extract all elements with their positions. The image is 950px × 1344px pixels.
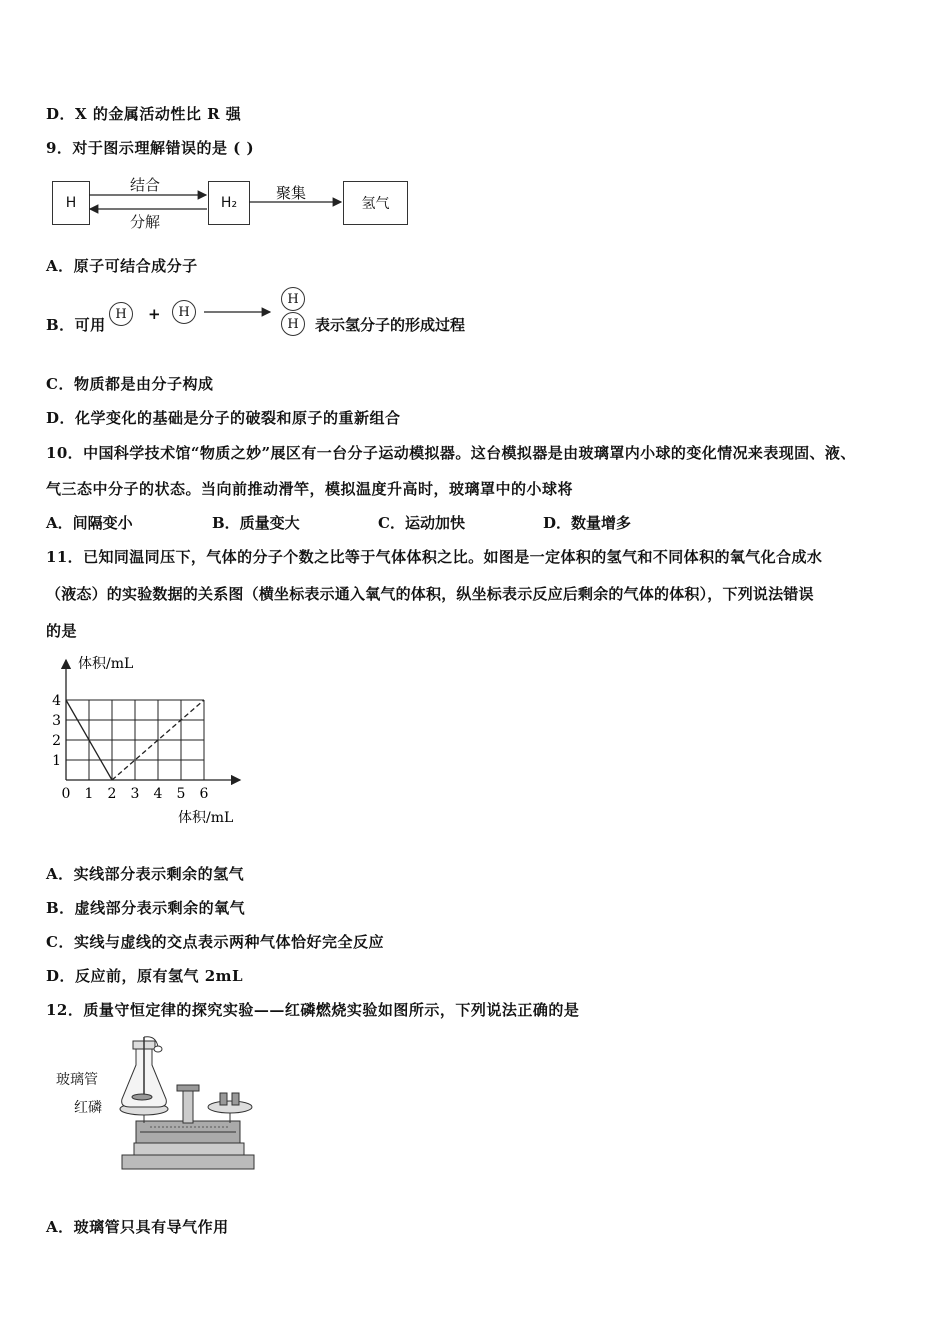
plus-sign: + (148, 305, 161, 323)
q9-stem: 9．对于图示理解错误的是 ( ) (46, 139, 255, 157)
q10-option-d: D．数量增多 (543, 514, 632, 532)
q11-stem-line3: 的是 (46, 622, 78, 640)
red-phosphorus-label: 红磷 (74, 1100, 102, 1116)
x-tick-label: 6 (199, 786, 209, 802)
split-label: 分解 (130, 213, 161, 231)
x-tick-label: 5 (176, 786, 186, 802)
q12-option-a: A．玻璃管只具有导气作用 (46, 1218, 229, 1236)
q10-option-a: A．间隔变小 (46, 514, 133, 532)
hydrogen-atom-2: H (172, 300, 196, 324)
molecule-atom-top: H (281, 287, 305, 311)
q10-stem-line1: 10．中国科学技术馆“物质之妙”展区有一台分子运动模拟器。这台模拟器是由玻璃罩内小球的变化情况来表现固、液、 (46, 444, 856, 462)
q12-stem: 12．质量守恒定律的探究实验——红磷燃烧实验如图所示，下列说法正确的是 (46, 1001, 580, 1019)
x-tick-label: 0 (61, 786, 71, 802)
x-tick-label: 3 (130, 786, 140, 802)
chart-ticks (52, 693, 208, 802)
q11-option-c: C．实线与虚线的交点表示两种气体恰好完全反应 (46, 933, 384, 951)
h2-molecule-box: H₂ (208, 181, 250, 225)
q11-stem-line2: （液态）的实验数据的关系图（横坐标表示通入氧气的体积，纵坐标表示反应后剩余的气体的体积），下列说法错误 (46, 585, 814, 603)
x-tick-label: 1 (84, 786, 94, 802)
chart-grid (66, 700, 204, 780)
q11-option-d: D．反应前，原有氢气 2mL (46, 967, 244, 985)
q9-option-d: D．化学变化的基础是分子的破裂和原子的重新组合 (46, 409, 401, 427)
q9-option-b-suffix: 表示氢分子的形成过程 (315, 316, 466, 334)
molecule-atom-bottom: H (281, 312, 305, 336)
q11-chart (40, 650, 270, 835)
h-atom-box: H (52, 181, 90, 225)
q9-option-b-prefix: B．可用 (46, 316, 106, 334)
q10-stem-line2: 气三态中分子的状态。当向前推动滑竿，模拟温度升高时，玻璃罩中的小球将 (46, 480, 574, 498)
y-tick-label: 2 (52, 733, 61, 749)
x-tick-label: 4 (153, 786, 163, 802)
q11-option-b: B．虚线部分表示剩余的氧气 (46, 899, 246, 917)
formation-arrow (200, 300, 280, 324)
y-axis-label: 体积/mL (78, 656, 134, 672)
y-tick-label: 3 (52, 713, 61, 729)
hydrogen-gas-box: 氢气 (343, 181, 408, 225)
y-tick-label: 4 (52, 693, 61, 709)
hydrogen-atom-1: H (109, 302, 133, 326)
y-tick-label: 1 (52, 753, 61, 769)
q11-stem-line1: 11．已知同温同压下，气体的分子个数之比等于气体体积之比。如图是一定体积的氢气和不同体积的氧气化合成水 (46, 548, 823, 566)
balance-apparatus-drawing (110, 1035, 260, 1175)
gather-label: 聚集 (276, 184, 307, 202)
q10-option-b: B．质量变大 (212, 514, 300, 532)
q9-option-c: C．物质都是由分子构成 (46, 375, 214, 393)
x-tick-label: 2 (107, 786, 117, 802)
q10-option-c: C．运动加快 (378, 514, 465, 532)
q8-option-d: D．X 的金属活动性比 R 强 (46, 105, 242, 123)
combine-label: 结合 (130, 176, 161, 194)
x-axis-label: 体积/mL (178, 810, 234, 826)
q9-option-a: A．原子可结合成分子 (46, 257, 198, 275)
q11-option-a: A．实线部分表示剩余的氢气 (46, 865, 245, 883)
glass-tube-label: 玻璃管 (56, 1072, 98, 1088)
